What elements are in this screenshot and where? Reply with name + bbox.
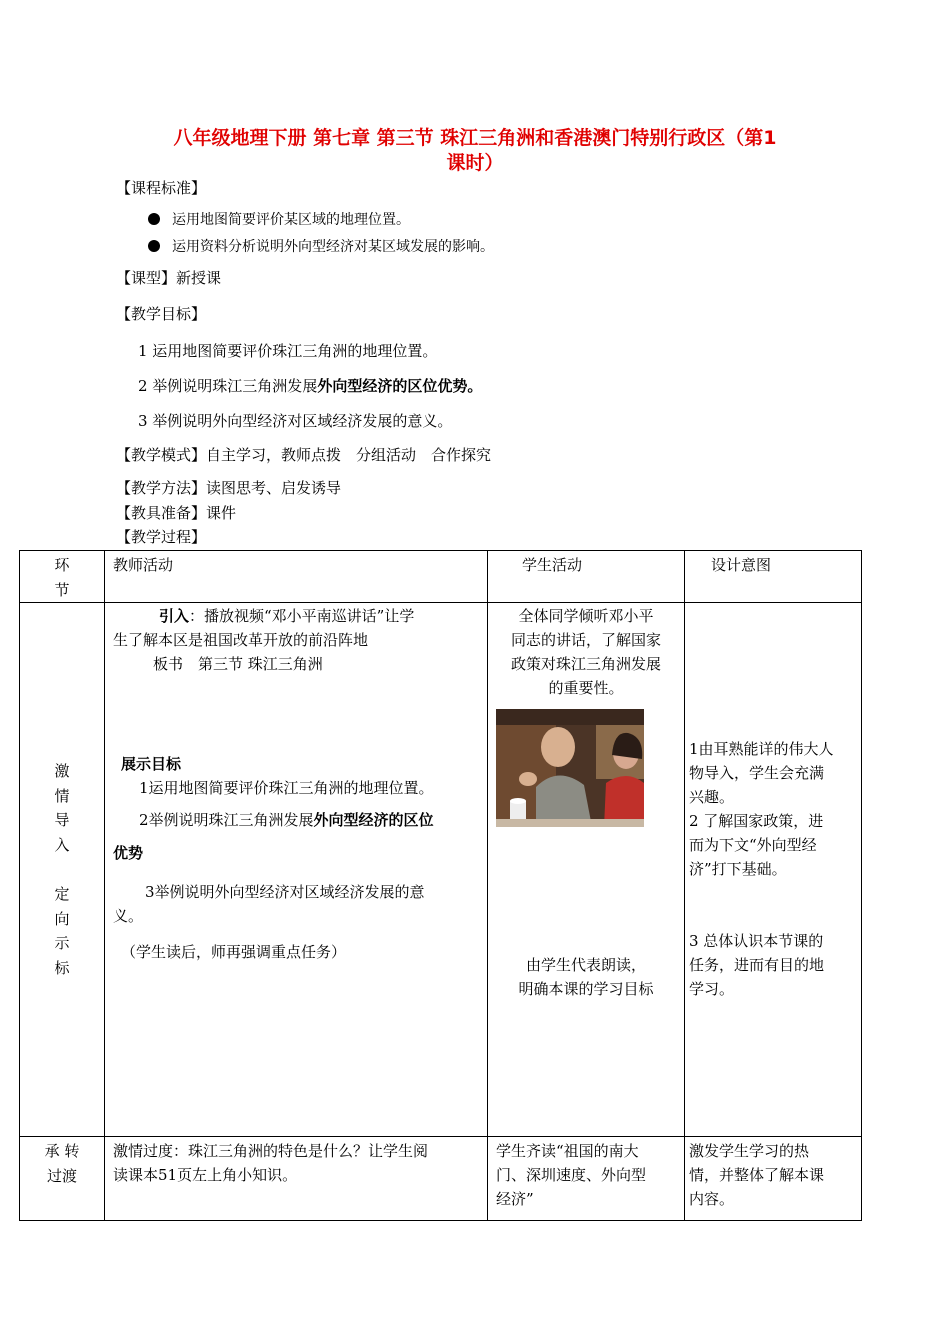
objective-3: 3 举例说明外向型经济对区域经济发展的意义。	[138, 412, 453, 430]
intent-cell: 激发学生学习的热 情，并整体了解本课 内容。	[685, 1137, 862, 1221]
intent-cell: 1由耳熟能详的伟大人 物导入，学生会充满 兴趣。 2 了解国家政策，进 而为下文“外向型经 济”打下基础。 3 总体认识本节课的 任务，进而有目的地 学习。	[685, 603, 862, 1137]
objective-1: 1 运用地图简要评价珠江三角洲的地理位置。	[138, 342, 438, 360]
bullet-icon	[148, 213, 160, 225]
objectives-label: 【教学目标】	[116, 305, 207, 323]
course-standard-label: 【课程标准】	[116, 179, 207, 197]
teaching-method: 【教学方法】读图思考、启发诱导	[116, 479, 342, 497]
bullet-icon	[148, 240, 160, 252]
table-header-row	[20, 551, 862, 603]
header-student: 学生活动	[488, 551, 685, 603]
header-intent: 设计意图	[685, 551, 862, 603]
teaching-tools: 【教具准备】课件	[116, 504, 237, 522]
process-label: 【教学过程】	[116, 528, 207, 546]
student-cell: 学生齐读“祖国的南大 门、深圳速度、外向型 经济”	[488, 1137, 685, 1221]
stage-cell: 激 情 导 入 定 向 示 标	[20, 603, 105, 1137]
deng-xiaoping-photo	[496, 709, 644, 827]
teacher-cell: 激情过度：珠江三角洲的特色是什么？让学生阅 读课本51页左上角小知识。	[105, 1137, 488, 1221]
stage-cell: 承 转 过渡	[20, 1137, 105, 1221]
student-cell: 全体同学倾听邓小平 同志的讲话，了解国家 政策对珠江三角洲发展 的重要性。 由学生代表朗读， 明确本课的学习目标	[488, 603, 685, 1137]
header-stage: 环 节	[20, 551, 105, 603]
header-teacher: 教师活动	[105, 551, 488, 603]
table-row	[20, 1137, 862, 1221]
lesson-table	[19, 550, 862, 1221]
standard-item-2: 运用资料分析说明外向型经济对某区域发展的影响。	[148, 237, 494, 257]
objective-2: 2 举例说明珠江三角洲发展外向型经济的区位优势。	[138, 377, 483, 395]
lesson-type: 【课型】新授课	[116, 269, 222, 287]
photo-image	[496, 709, 644, 827]
page-title: 八年级地理下册 第七章 第三节 珠江三角洲和香港澳门特别行政区（第1 课时）	[173, 127, 777, 174]
table-row	[20, 603, 862, 1137]
teacher-cell: 引入：播放视频“邓小平南巡讲话”让学 生了解本区是祖国改革开放的前沿阵地 板书 第三节 珠江三角洲 展示目标 1运用地图简要评价珠江三角洲的地理位置。 2举例说明珠江三角洲发展外向型经济的区位 优势 3举例说明外向型经济对区域经济发展的意 义。 （学生读后，师再强调重点任务）	[105, 603, 488, 1137]
teaching-mode: 【教学模式】自主学习，教师点拨 分组活动 合作探究	[116, 446, 492, 464]
standard-item-1: 运用地图简要评价某区域的地理位置。	[148, 210, 410, 230]
